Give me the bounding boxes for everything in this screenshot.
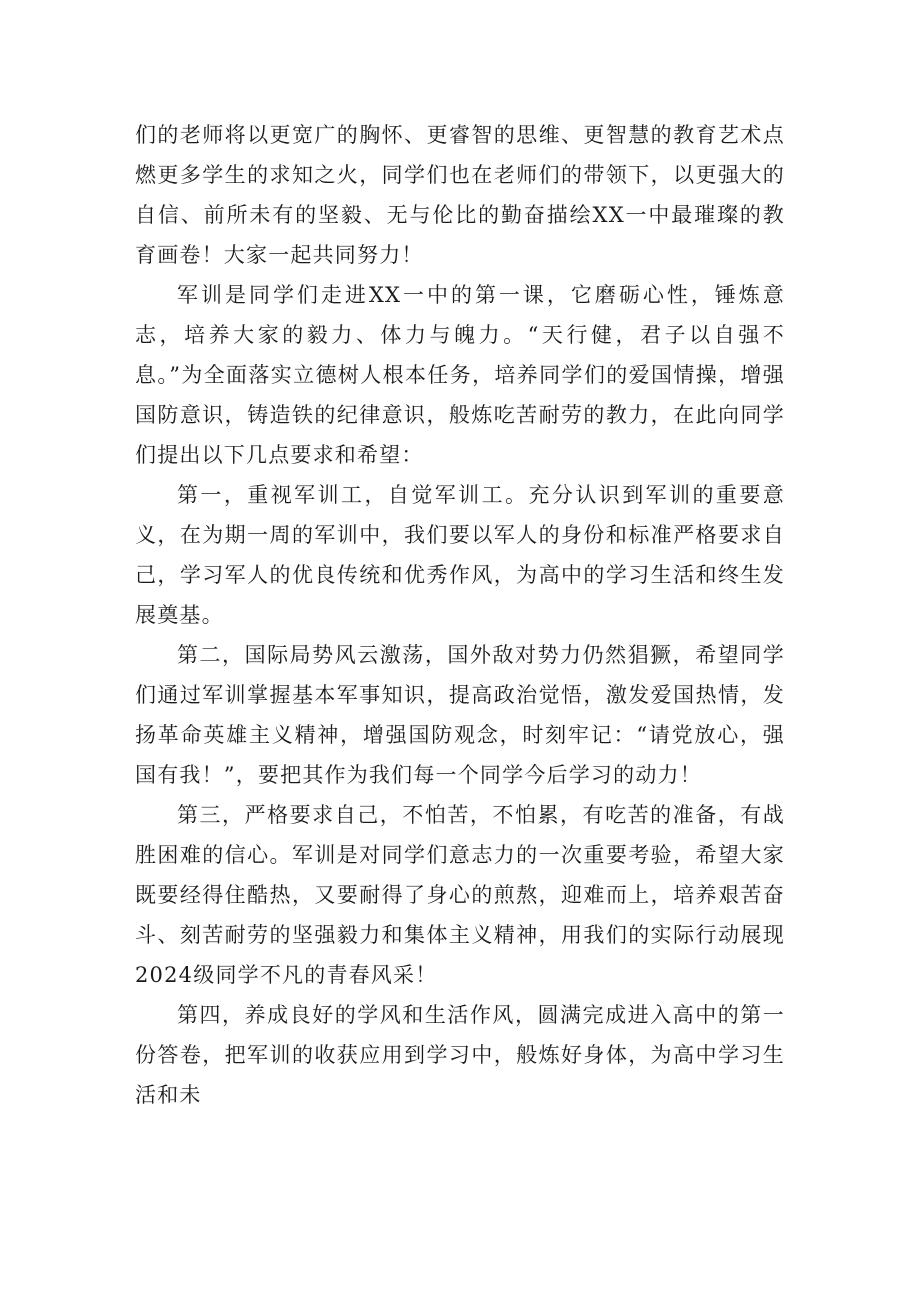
paragraph-continuation: 们的老师将以更宽广的胸怀、更睿智的思维、更智慧的教育艺术点燃更多学生的求知之火，同学们也在老师们的带领下，以更强大的自信、前所未有的坚毅、无与伦比的勤奋描绘XX一中最璀璨的教育画卷！大家一起共同努力！	[135, 123, 785, 267]
paragraph-military-training-intro: 军训是同学们走进XX一中的第一课，它磨砺心性，锤炼意志，培养大家的毅力、体力与魄力。“天行健，君子以自强不息。”为全面落实立德树人根本任务，培养同学们的爱国情操，增强国防意识，铸造铁的纪律意识，般炼吃苦耐劳的教力，在此向同学们提出以下几点要求和希望：	[135, 283, 785, 467]
paragraph-point-four: 第四，养成良好的学风和生活作风，圆满完成进入高中的第一份答卷，把军训的收获应用到学习中，般炼好身体，为高中学习生活和未	[135, 1003, 785, 1107]
paragraph-point-one: 第一，重视军训工，自觉军训工。充分认识到军训的重要意义，在为期一周的军训中，我们要以军人的身份和标准严格要求自己，学习军人的优良传统和优秀作风，为高中的学习生活和终生发展奠基。	[135, 483, 785, 627]
document-body	[135, 115, 785, 1115]
paragraph-point-three: 第三，严格要求自己，不怕苦，不怕累，有吃苦的准备，有战胜困难的信心。军训是对同学们意志力的一次重要考验，希望大家既要经得住酷热，又要耐得了身心的煎熬，迎难而上，培养艰苦奋斗、刻苦耐劳的坚强毅力和集体主义精神，用我们的实际行动展现2024级同学不凡的青春风采！	[135, 803, 785, 987]
paragraph-point-two: 第二，国际局势风云激荡，国外敌对势力仍然猖獗，希望同学们通过军训掌握基本军事知识，提高政治觉悟，激发爱国热情，发扬革命英雄主义精神，增强国防观念，时刻牢记：“请党放心，强国有我！”，要把其作为我们每一个同学今后学习的动力！	[135, 643, 785, 787]
